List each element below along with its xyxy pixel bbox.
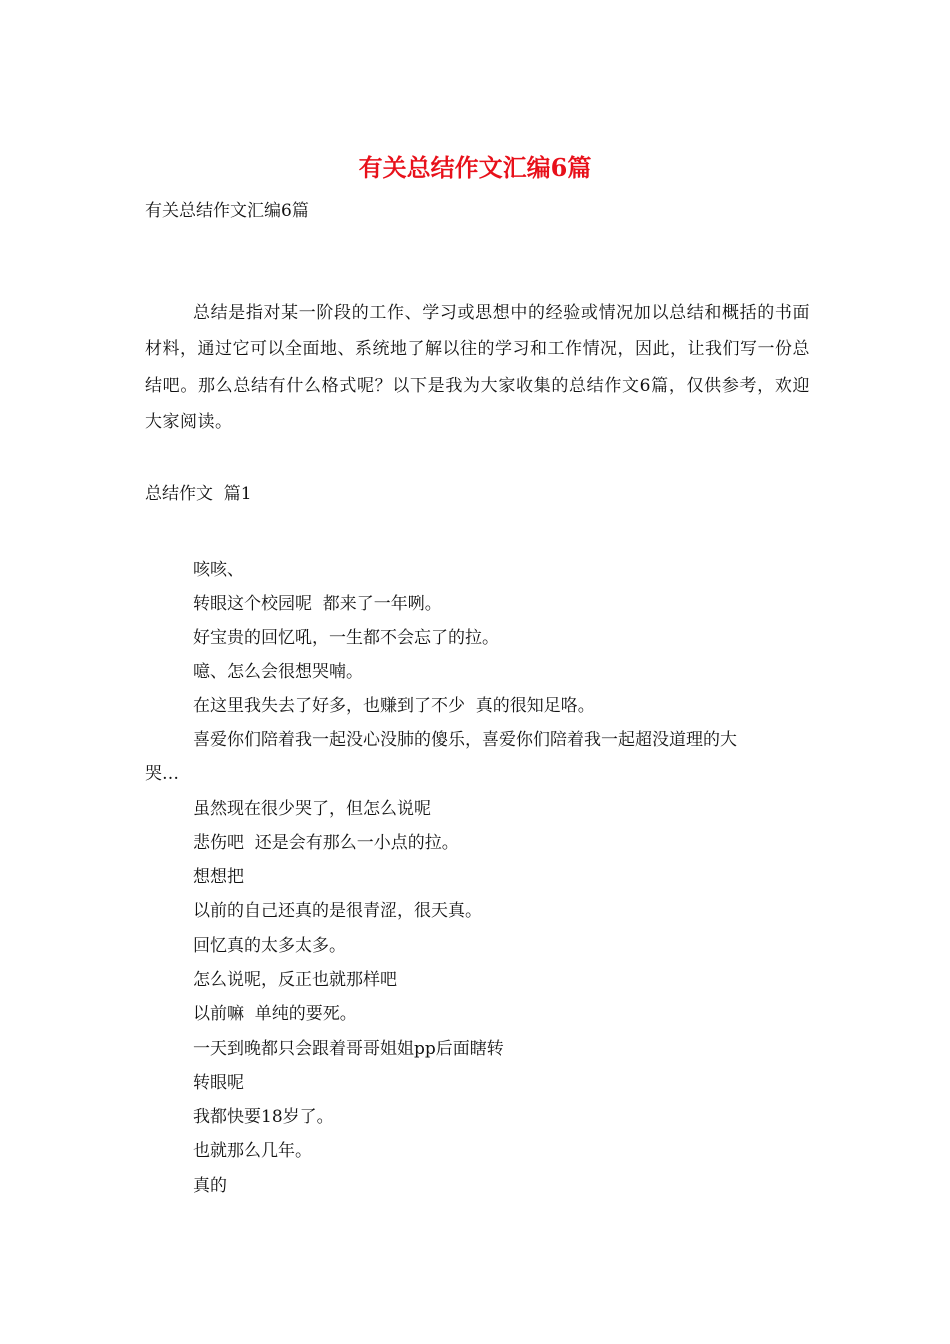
body-line: 好宝贵的回忆吼，一生都不会忘了的拉。	[193, 628, 499, 648]
body-line: 怎么说呢，反正也就那样吧	[193, 970, 397, 990]
body-line-continuation: 哭…	[145, 764, 179, 784]
body-line: 以前嘛 单纯的要死。	[193, 1004, 357, 1024]
body-line: 喜爱你们陪着我一起没心没肺的傻乐，喜爱你们陪着我一起超没道理的大	[193, 730, 737, 750]
body-line: 也就那么几年。	[193, 1141, 312, 1161]
document-subtitle: 有关总结作文汇编6篇	[145, 201, 309, 221]
body-line: 虽然现在很少哭了，但怎么说呢	[193, 799, 431, 819]
document-title: 有关总结作文汇编6篇	[358, 153, 592, 182]
body-line: 我都快要18岁了。	[193, 1107, 334, 1127]
body-line: 转眼呢	[193, 1073, 244, 1093]
intro-paragraph: 总结是指对某一阶段的工作、学习或思想中的经验或情况加以总结和概括的书面材料，通过它可以全面地、系统地了解以往的学习和工作情况，因此，让我们写一份总结吧。那么总结有什么格式呢？以下是我为大家收集的总结作文6篇，仅供参考，欢迎大家阅读。	[145, 303, 810, 433]
body-line: 噫、怎么会很想哭喃。	[193, 662, 363, 682]
section-heading: 总结作文 篇1	[145, 484, 252, 504]
body-line: 真的	[193, 1176, 227, 1196]
body-line: 回忆真的太多太多。	[193, 936, 346, 956]
body-line: 以前的自己还真的是很青涩，很天真。	[193, 901, 482, 921]
body-line: 想想把	[193, 867, 244, 887]
body-line: 悲伤吧 还是会有那么一小点的拉。	[193, 833, 459, 853]
body-line: 在这里我失去了好多，也赚到了不少 真的很知足咯。	[193, 696, 595, 716]
body-line: 一天到晚都只会跟着哥哥姐姐pp后面瞎转	[193, 1039, 504, 1059]
body-line: 转眼这个校园呢 都来了一年咧。	[193, 594, 442, 614]
body-line: 咳咳、	[193, 560, 244, 580]
